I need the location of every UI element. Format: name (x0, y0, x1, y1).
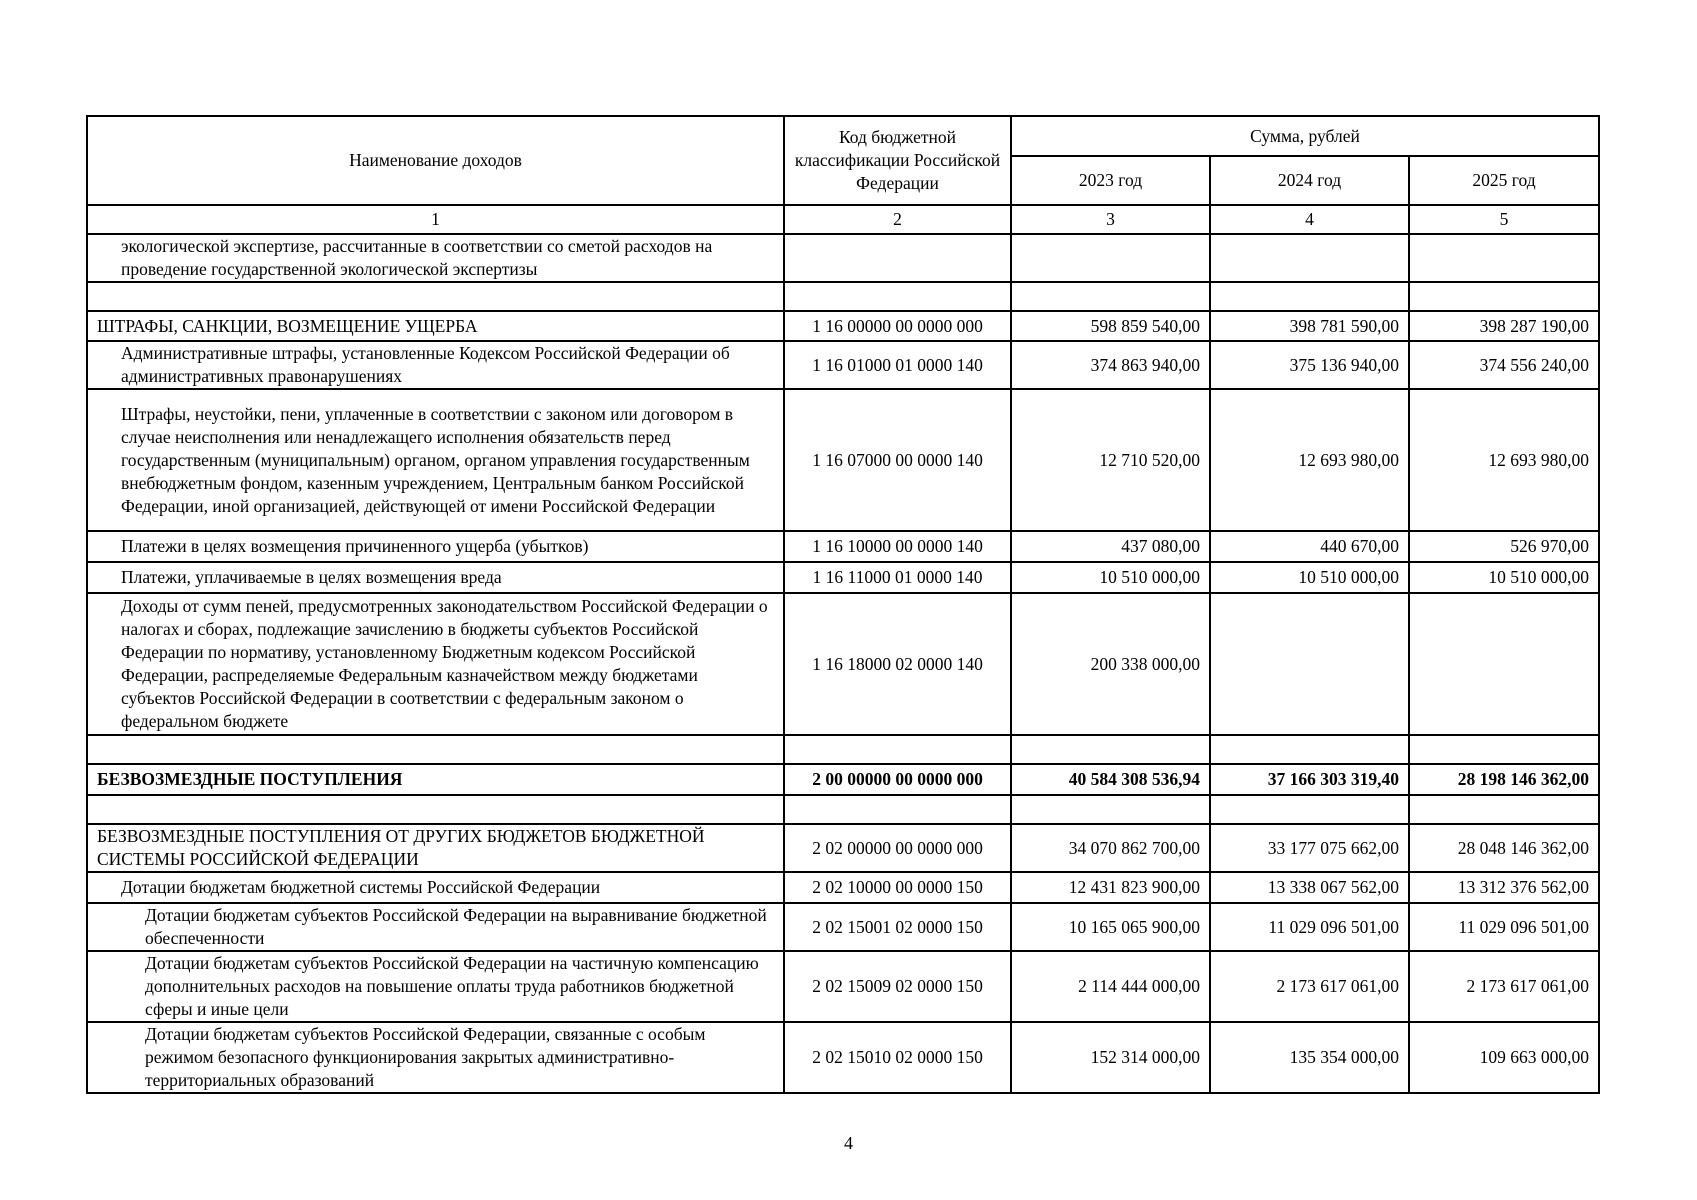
row-value-2025: 28 048 146 362,00 (1409, 824, 1599, 872)
row-name: Штрафы, неустойки, пени, уплаченные в соответствии с законом или договором в случае неисполнения или ненадлежащего исполнения обязательств перед государственным (муниципальным) органом, органом управления государственным внебюджетным фондом, казенным учреждением, Центральным банком Российской Федерации, иной организацией, действующей от имени Российской Федерации (87, 389, 784, 531)
row-value-2024: 135 354 000,00 (1210, 1022, 1409, 1093)
table-row (87, 234, 1599, 282)
table-row (87, 341, 1599, 389)
column-numbers-row (87, 205, 1599, 234)
table-row-empty (87, 282, 1599, 311)
row-value-2023: 200 338 000,00 (1011, 593, 1210, 735)
row-value-2025: 526 970,00 (1409, 531, 1599, 562)
row-code: 2 02 10000 00 0000 150 (784, 872, 1011, 903)
row-code (784, 735, 1011, 764)
header-year-2024: 2024 год (1210, 156, 1409, 205)
row-value-2025 (1409, 735, 1599, 764)
row-value-2023 (1011, 795, 1210, 824)
row-name: Платежи в целях возмещения причиненного ущерба (убытков) (87, 531, 784, 562)
row-value-2023: 152 314 000,00 (1011, 1022, 1210, 1093)
row-value-2023: 2 114 444 000,00 (1011, 951, 1210, 1022)
row-code: 1 16 10000 00 0000 140 (784, 531, 1011, 562)
row-name (87, 735, 784, 764)
table-body (87, 234, 1599, 1093)
header-sum: Сумма, рублей (1011, 116, 1599, 156)
row-value-2023: 10 165 065 900,00 (1011, 903, 1210, 951)
row-value-2024 (1210, 795, 1409, 824)
row-value-2025: 11 029 096 501,00 (1409, 903, 1599, 951)
header-year-2025: 2025 год (1409, 156, 1599, 205)
row-value-2024: 37 166 303 319,40 (1210, 764, 1409, 795)
row-value-2023 (1011, 735, 1210, 764)
row-code: 2 02 15009 02 0000 150 (784, 951, 1011, 1022)
row-value-2023: 34 070 862 700,00 (1011, 824, 1210, 872)
row-value-2024: 440 670,00 (1210, 531, 1409, 562)
row-value-2025 (1409, 234, 1599, 282)
row-value-2025: 10 510 000,00 (1409, 562, 1599, 593)
row-name (87, 795, 784, 824)
row-value-2024: 398 781 590,00 (1210, 311, 1409, 341)
row-value-2023 (1011, 234, 1210, 282)
page-number: 4 (844, 1133, 853, 1153)
row-value-2025: 374 556 240,00 (1409, 341, 1599, 389)
table-row (87, 311, 1599, 341)
row-value-2024 (1210, 282, 1409, 311)
table-row (87, 562, 1599, 593)
row-name: Административные штрафы, установленные Кодексом Российской Федерации об административных правонарушениях (87, 341, 784, 389)
row-value-2025: 398 287 190,00 (1409, 311, 1599, 341)
column-number: 3 (1011, 205, 1210, 234)
row-name: Дотации бюджетам бюджетной системы Российской Федерации (87, 872, 784, 903)
row-value-2024: 11 029 096 501,00 (1210, 903, 1409, 951)
row-value-2025: 2 173 617 061,00 (1409, 951, 1599, 1022)
table-row (87, 903, 1599, 951)
row-value-2024: 375 136 940,00 (1210, 341, 1409, 389)
row-value-2023: 598 859 540,00 (1011, 311, 1210, 341)
row-code (784, 795, 1011, 824)
row-code: 1 16 07000 00 0000 140 (784, 389, 1011, 531)
header-name: Наименование доходов (87, 116, 784, 205)
row-name (87, 282, 784, 311)
row-value-2023: 12 431 823 900,00 (1011, 872, 1210, 903)
table-row (87, 593, 1599, 735)
row-value-2025 (1409, 282, 1599, 311)
row-name: Доходы от сумм пеней, предусмотренных законодательством Российской Федерации о налогах и сборах, подлежащие зачислению в бюджеты субъектов Российской Федерации по нормативу, установленному Бюджетным кодексом Российской Федерации, распределяемые Федеральным казначейством между бюджетами субъектов Российской Федерации в соответствии с федеральным законом о федеральном бюджете (87, 593, 784, 735)
row-name: ШТРАФЫ, САНКЦИИ, ВОЗМЕЩЕНИЕ УЩЕРБА (87, 311, 784, 341)
row-value-2024: 13 338 067 562,00 (1210, 872, 1409, 903)
row-value-2023: 12 710 520,00 (1011, 389, 1210, 531)
row-code: 2 02 15010 02 0000 150 (784, 1022, 1011, 1093)
row-code: 2 02 00000 00 0000 000 (784, 824, 1011, 872)
table-row-empty (87, 735, 1599, 764)
row-name: Дотации бюджетам субъектов Российской Федерации на выравнивание бюджетной обеспеченности (87, 903, 784, 951)
row-value-2025: 12 693 980,00 (1409, 389, 1599, 531)
table-header (87, 116, 1599, 234)
table-row (87, 1022, 1599, 1093)
row-value-2024 (1210, 735, 1409, 764)
header-year-2023: 2023 год (1011, 156, 1210, 205)
row-code: 2 02 15001 02 0000 150 (784, 903, 1011, 951)
row-code: 1 16 01000 01 0000 140 (784, 341, 1011, 389)
row-name: БЕЗВОЗМЕЗДНЫЕ ПОСТУПЛЕНИЯ ОТ ДРУГИХ БЮДЖЕТОВ БЮДЖЕТНОЙ СИСТЕМЫ РОССИЙСКОЙ ФЕДЕРАЦИИ (87, 824, 784, 872)
row-value-2025: 28 198 146 362,00 (1409, 764, 1599, 795)
row-value-2023 (1011, 282, 1210, 311)
row-value-2025 (1409, 795, 1599, 824)
row-value-2023: 374 863 940,00 (1011, 341, 1210, 389)
row-value-2023: 40 584 308 536,94 (1011, 764, 1210, 795)
row-value-2025: 13 312 376 562,00 (1409, 872, 1599, 903)
row-code: 1 16 00000 00 0000 000 (784, 311, 1011, 341)
row-name: Дотации бюджетам субъектов Российской Федерации, связанные с особым режимом безопасного функционирования закрытых административно-территориальных образований (87, 1022, 784, 1093)
row-value-2024: 2 173 617 061,00 (1210, 951, 1409, 1022)
row-name: Дотации бюджетам субъектов Российской Федерации на частичную компенсацию дополнительных расходов на повышение оплаты труда работников бюджетной сферы и иные цели (87, 951, 784, 1022)
row-value-2024: 12 693 980,00 (1210, 389, 1409, 531)
table-row-total (87, 764, 1599, 795)
row-value-2024 (1210, 234, 1409, 282)
table-row (87, 531, 1599, 562)
column-number: 4 (1210, 205, 1409, 234)
row-value-2025 (1409, 593, 1599, 735)
row-value-2023: 437 080,00 (1011, 531, 1210, 562)
row-value-2024 (1210, 593, 1409, 735)
table-row (87, 951, 1599, 1022)
column-number: 5 (1409, 205, 1599, 234)
table-row (87, 389, 1599, 531)
row-name: Платежи, уплачиваемые в целях возмещения вреда (87, 562, 784, 593)
revenue-table (86, 115, 1600, 1094)
row-name: БЕЗВОЗМЕЗДНЫЕ ПОСТУПЛЕНИЯ (87, 764, 784, 795)
column-number: 1 (87, 205, 784, 234)
row-code: 2 00 00000 00 0000 000 (784, 764, 1011, 795)
row-code (784, 234, 1011, 282)
table-row (87, 872, 1599, 903)
row-value-2025: 109 663 000,00 (1409, 1022, 1599, 1093)
row-name: экологической экспертизе, рассчитанные в соответствии со сметой расходов на проведение государственной экологической экспертизы (87, 234, 784, 282)
row-code: 1 16 18000 02 0000 140 (784, 593, 1011, 735)
row-value-2023: 10 510 000,00 (1011, 562, 1210, 593)
table-row (87, 824, 1599, 872)
column-number: 2 (784, 205, 1011, 234)
row-value-2024: 33 177 075 662,00 (1210, 824, 1409, 872)
row-code (784, 282, 1011, 311)
row-code: 1 16 11000 01 0000 140 (784, 562, 1011, 593)
header-code: Код бюджетной классификации Российской Федерации (784, 116, 1011, 205)
row-value-2024: 10 510 000,00 (1210, 562, 1409, 593)
table-row-empty (87, 795, 1599, 824)
